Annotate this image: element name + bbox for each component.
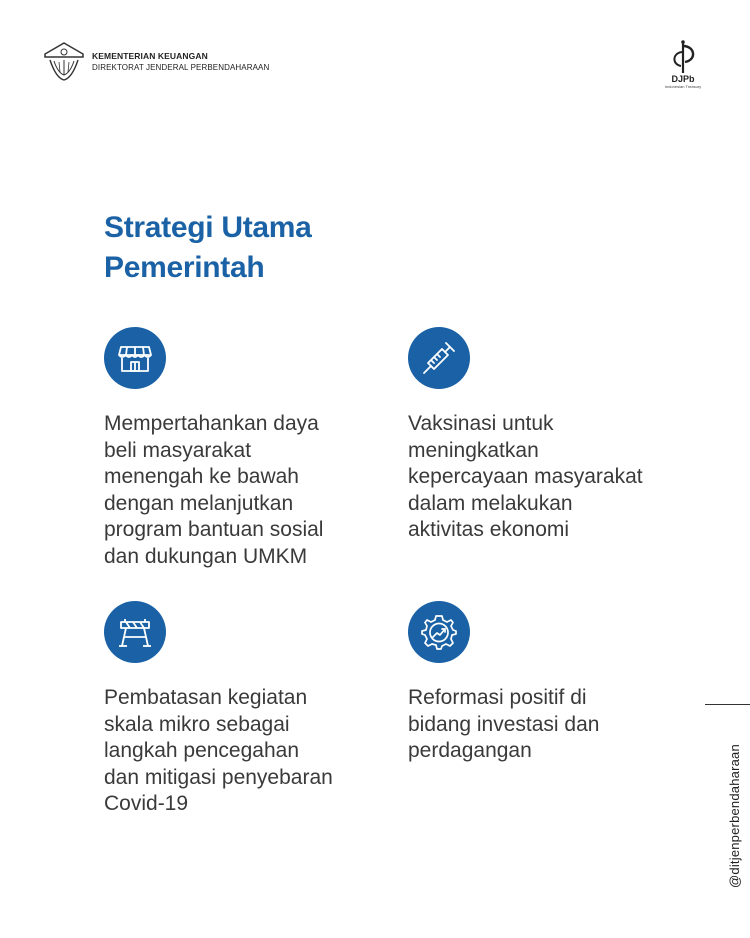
ministry-emblem-icon [42,40,86,84]
strategy-text [408,685,668,765]
syringe-icon [420,339,458,377]
gear-growth-icon [420,613,458,651]
strategy-text [104,411,364,570]
store-icon [116,339,154,377]
text-line: aktivitas ekonomi [408,518,570,541]
brand-subtitle: Indonesian Treasury [664,84,702,89]
strategy-text [408,411,668,544]
text-line: Reformasi positif di [408,686,587,709]
title-line-2: Pemerintah [104,251,265,284]
text-line: dalam melakukan [408,491,573,515]
text-line: skala mikro sebagai [104,712,290,736]
text-line: langkah pencegahan [104,739,300,762]
text-line: dan dukungan UMKM [104,544,308,568]
brand-name: DJPb [671,74,695,84]
icon-circle [104,327,166,389]
page-title [104,208,312,288]
text-line: menengah ke bawah [104,465,299,488]
text-line: bidang investasi dan [408,712,600,736]
strategy-card-social-aid [104,327,364,570]
djpb-emblem-icon [665,38,701,76]
icon-circle [408,601,470,663]
strategy-text [104,685,364,818]
text-line: meningkatkan [408,438,539,462]
text-line: beli masyarakat [104,438,252,462]
text-line: Mempertahankan daya [104,412,319,435]
icon-circle [104,601,166,663]
text-line: Covid-19 [104,792,189,815]
divider [705,704,750,705]
text-line: program bantuan sosial [104,518,324,541]
djpb-logo [654,38,712,96]
strategy-card-vaccination [408,327,668,544]
social-handle: @ditjenperbendaharaan [727,744,742,888]
icon-circle [408,327,470,389]
text-line: dan mitigasi penyebaran [104,765,333,789]
text-line: dengan melanjutkan [104,491,294,515]
text-line: Pembatasan kegiatan [104,686,308,709]
text-line: Vaksinasi untuk [408,412,554,435]
barrier-icon [116,613,154,651]
strategy-card-reform [408,601,668,765]
strategy-card-restriction [104,601,364,818]
ministry-name: KEMENTERIAN KEUANGAN [92,51,208,61]
title-line-1: Strategi Utama [104,211,312,244]
text-line: perdagangan [408,739,532,762]
directorate-name: DIREKTORAT JENDERAL PERBENDAHARAAN [92,63,270,72]
ministry-header [42,40,269,84]
text-line: kepercayaan masyarakat [408,465,643,488]
